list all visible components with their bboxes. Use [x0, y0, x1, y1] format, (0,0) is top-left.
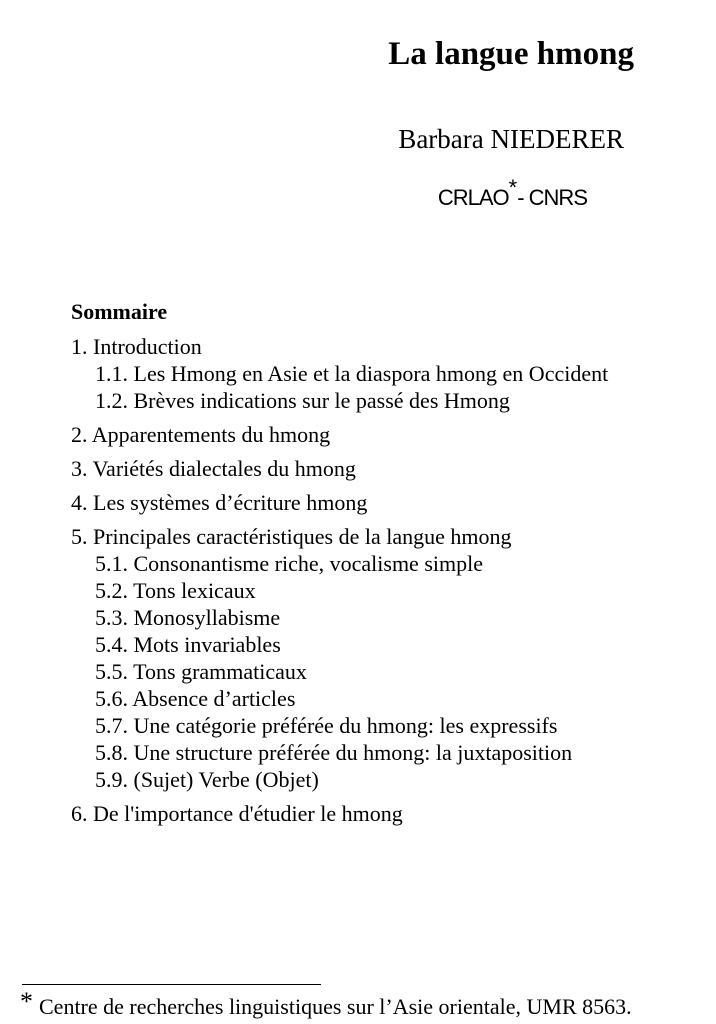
toc-section-1 — [71, 333, 701, 414]
affiliation — [437, 175, 587, 211]
toc-section-label: 1. Introduction — [71, 334, 202, 359]
footnote-marker: * — [508, 175, 518, 200]
document-title: La langue hmong — [388, 36, 634, 72]
footnote-marker: * — [20, 987, 33, 1016]
footnote-divider — [22, 984, 321, 985]
toc-subsection: 5.3. Monosyllabisme — [95, 605, 281, 630]
toc-subsection: 5.9. (Sujet) Verbe (Objet) — [95, 767, 319, 792]
toc-section-label: 6. De l'importance d'étudier le hmong — [71, 801, 403, 826]
toc-section-label: 4. Les systèmes d’écriture hmong — [71, 490, 368, 515]
toc-section-label: 3. Variétés dialectales du hmong — [71, 456, 356, 481]
toc-heading: Sommaire — [71, 299, 168, 324]
toc-section-3 — [71, 455, 701, 482]
toc-subsection: 5.1. Consonantisme riche, vocalisme simple — [95, 551, 483, 576]
affiliation-suffix: - CNRS — [517, 185, 587, 210]
table-of-contents — [71, 298, 701, 834]
footnote — [20, 987, 632, 1021]
toc-section-label: 2. Apparentements du hmong — [71, 422, 331, 447]
affiliation-prefix: CRLAO — [437, 185, 509, 210]
toc-subsection: 5.8. Une structure préférée du hmong: la juxtaposition — [95, 740, 573, 765]
toc-subsection: 5.6. Absence d’articles — [95, 686, 296, 711]
toc-subsection: 1.1. Les Hmong en Asie et la diaspora hmong en Occident — [95, 361, 609, 386]
toc-subsection: 5.5. Tons grammaticaux — [95, 659, 307, 684]
toc-section-label: 5. Principales caractéristiques de la langue hmong — [71, 524, 512, 549]
toc-section-4 — [71, 489, 701, 516]
author-name: Barbara NIEDERER — [398, 124, 624, 154]
toc-section-2 — [71, 421, 701, 448]
toc-subsection: 5.4. Mots invariables — [95, 632, 281, 657]
toc-section-6 — [71, 800, 701, 827]
footnote-text: Centre de recherches linguistiques sur l’Asie orientale, UMR 8563. — [39, 994, 632, 1019]
toc-subsection: 1.2. Brèves indications sur le passé des Hmong — [95, 388, 510, 413]
toc-section-5 — [71, 523, 701, 793]
toc-subsection: 5.7. Une catégorie préférée du hmong: les expressifs — [95, 713, 558, 738]
toc-subsection: 5.2. Tons lexicaux — [95, 578, 256, 603]
